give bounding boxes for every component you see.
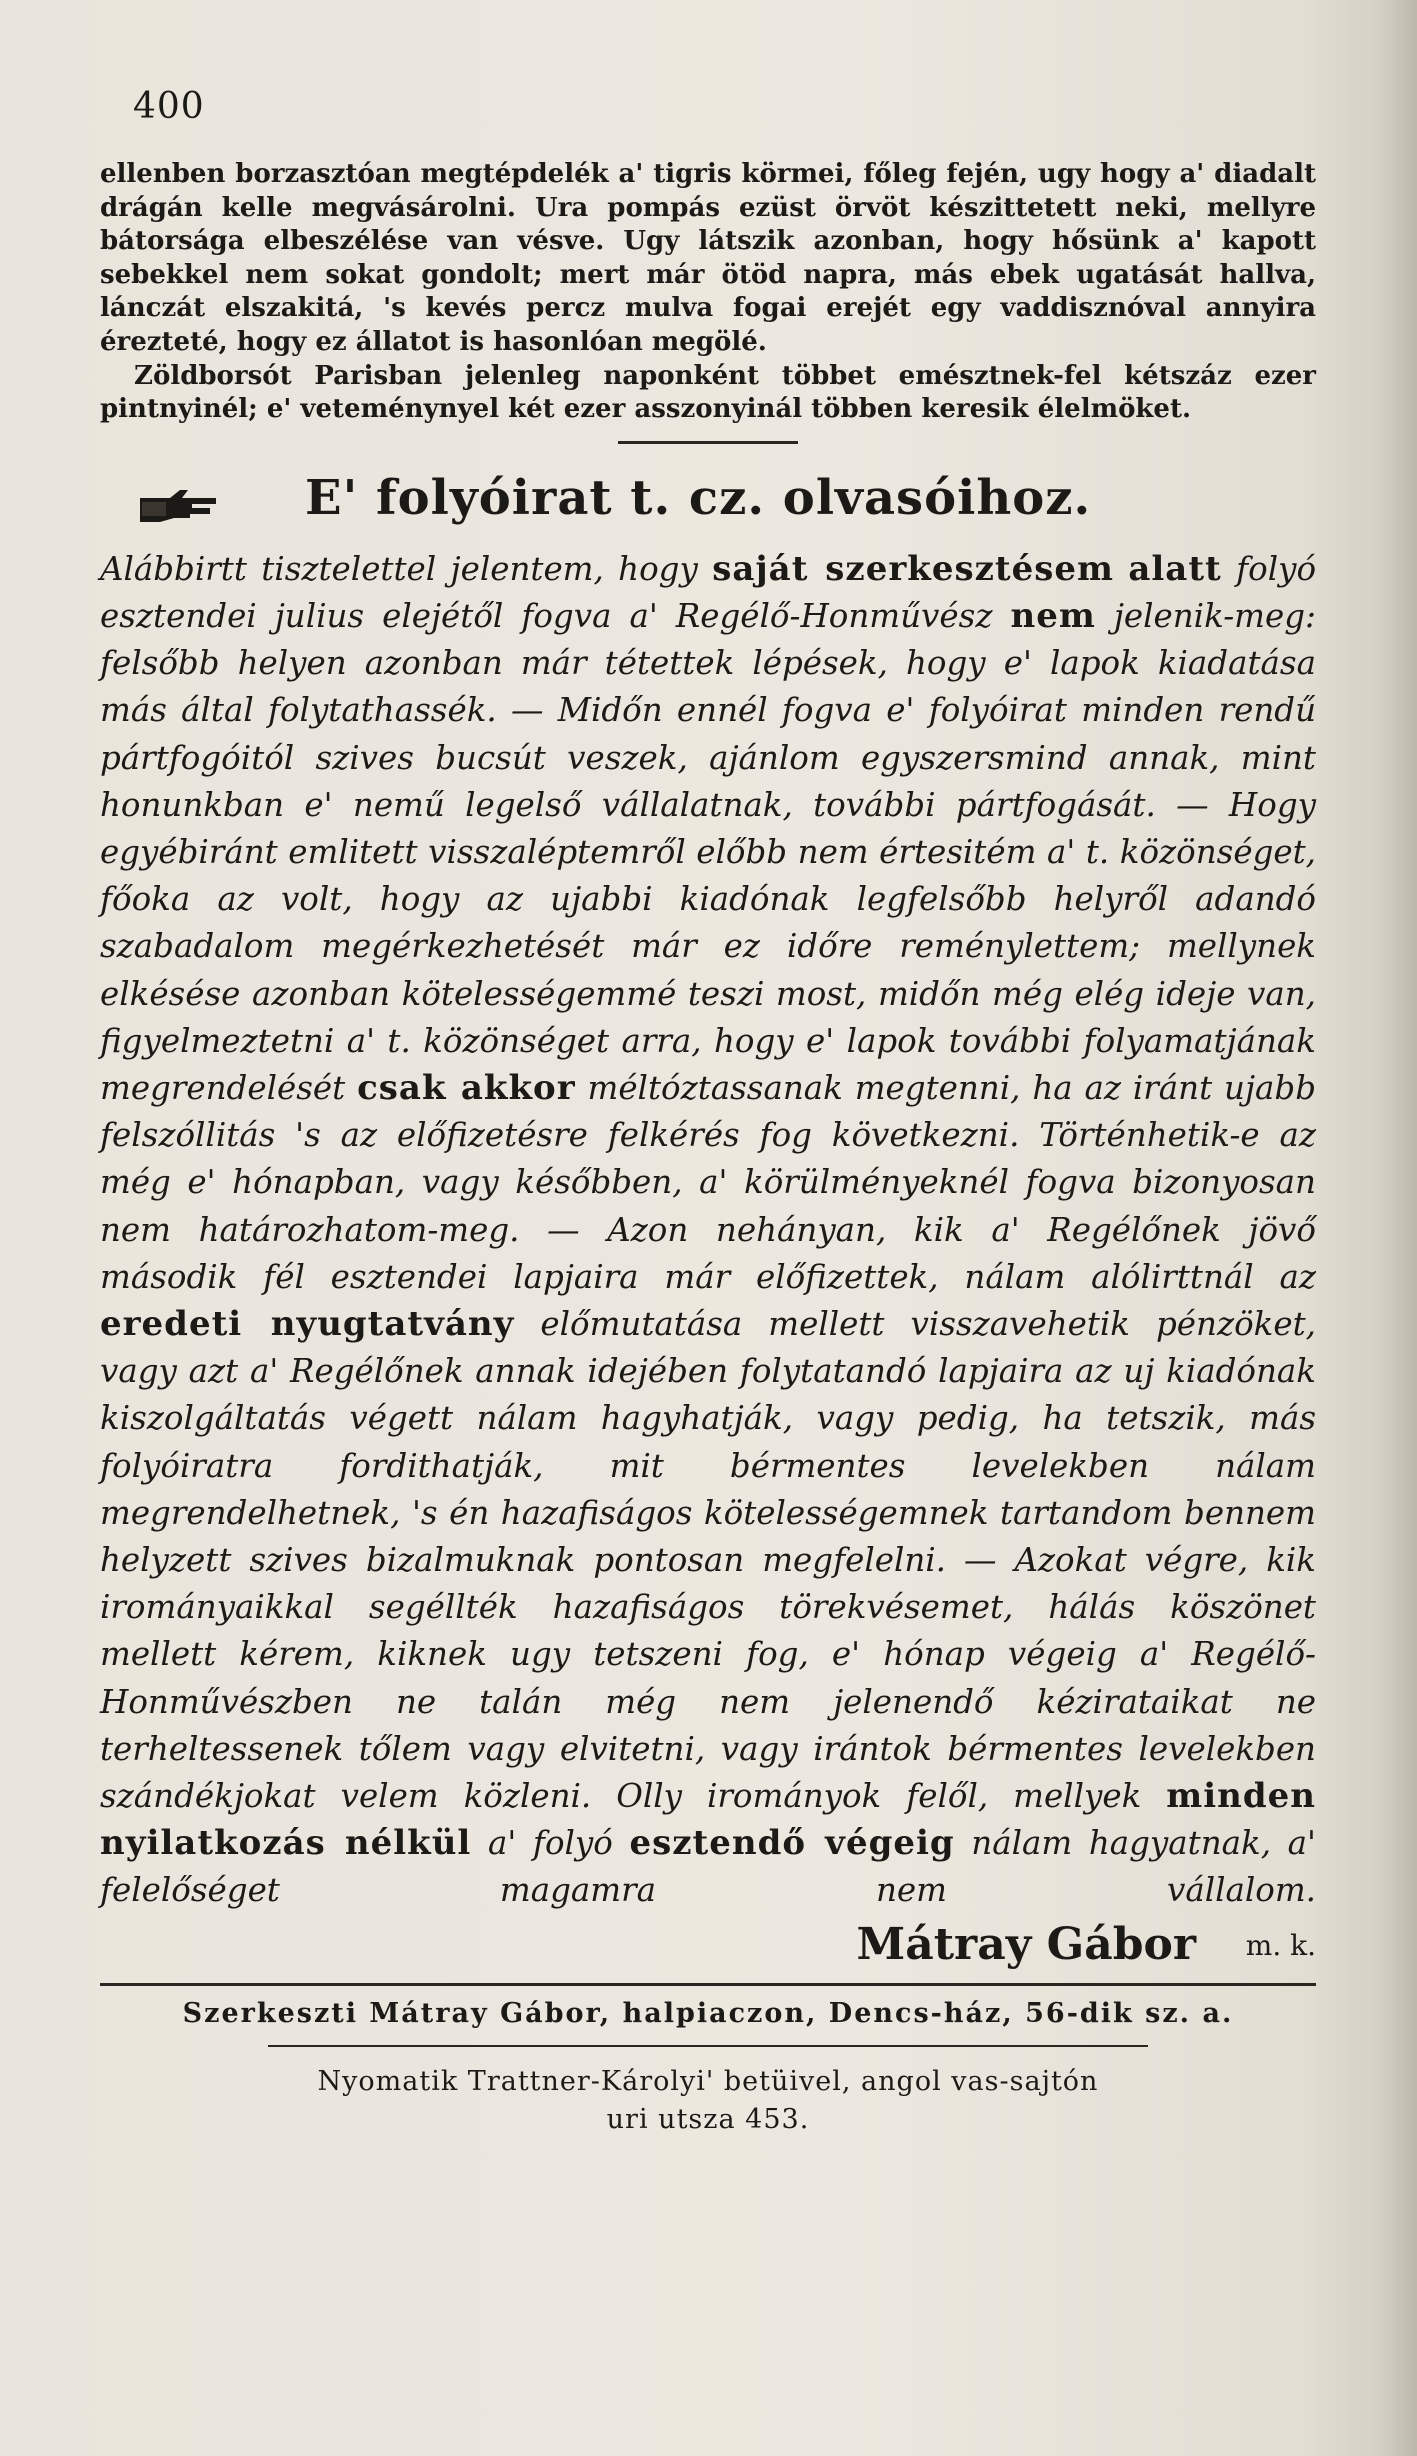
page-number: 400: [133, 86, 205, 127]
notice-heading: [100, 470, 1316, 540]
notice-title: E' folyóirat t. cz. olvasóihoz.: [305, 469, 1092, 526]
notice-bold-text: csak akkor: [357, 1067, 576, 1108]
notice-bold-text: nem: [1010, 595, 1096, 636]
page-gutter-shadow: [1379, 0, 1417, 2456]
notice-text: előmutatása mellett visszavehetik pénzöket, vagy azt a' Regélőnek annak idejében folytatandó lapjaira az uj kiadónak kiszolgáltatás végett nálam hagyhatják, vagy pedig, ha tetszik, más folyóiratra fordithatják, mit bérmentes levelekben nálam megrendelhetnek, 's én hazafiságos kötelességemnek tartandom bennem helyzett szives bizalmuknak pontosan megfelelni. — Azokat végre, kik irományaikkal segéllték hazafiságos törekvésemet, hálás köszönet mellett kérem, kiknek ugy tetszeni fog, e' hónap végeig a' Regélő-Honművészben ne talán még nem jelenendő kézirataikat ne terheltessenek tőlem vagy elvitetni, vagy irántok bérmentes levelekben szándékjokat velem közleni. Olly irományok felől, mellyek: [100, 1305, 1316, 1816]
section-divider: [618, 441, 798, 444]
notice-bold-text: minden nyilatkozás nélkül: [100, 1776, 1316, 1864]
news-paragraph-tiger: ellenben borzasztóan megtépdelék a' tigris körmei, főleg fején, ugy hogy a' diadalt drágán kelle megvásárolni. Ura pompás ezüst örvöt készittetett neki, mellyre bátorsága elbeszélése van vésve. Ugy látszik azonban, hogy hősünk a' kapott sebekkel nem sokat gondolt; mert már ötöd napra, más ebek ugatását hallva, lánczát elszakitá, 's kevés percz mulva fogai erejét egy vaddisznóval annyira érezteté, hogy ez állatot is hasonlóan megölé.: [100, 159, 1316, 357]
notice-paragraph: [100, 546, 1316, 1915]
notice-text: folyó esztendei julius elejétől fogva a' Regélő-Honművész: [100, 549, 1317, 635]
notice-text: e' lapok kiadatása más által folytathassék. — Midőn ennél fogva e': [100, 644, 1316, 730]
notice-text: a' folyó: [487, 1824, 613, 1863]
notice-text: jelenik-meg: felsőbb helyen azonban már tétettek lépések, hogy: [100, 596, 1316, 683]
printer-imprint: [100, 2063, 1316, 2139]
notice-text: folyóirat minden rendű pártfogóitól szives bucsút veszek, ajánlom egyszersmind annak, mint honunkban e' nemű legelső vállalatnak, további pártfogását. — Hogy egyébiránt emlitett visszaléptemről előbb nem értesitém a' t. közönséget, főoka az volt, hogy az ujabbi kiadónak legfelsőbb helyről adandó szabadalom megérkezhetését már ez időre reménylettem; mellynek elkésése azonban kötelességemmé teszi most, midőn még elég ideje van, figyelmeztetni a' t. közönséget arra, hogy e' lapok további folyamatjának megrendelését: [100, 691, 1317, 1107]
notice-bold-text: saját szerkesztésem: [712, 548, 1114, 589]
notice-text: méltóztassanak megtenni, ha az iránt ujabb felszóllitás 's az előfizetésre felkérés fog következni. Történhetik-e az még e' hónapban, vagy későbben, a' körülményeknél fogva bizonyosan nem határozhatom-meg. — Azon nehányan, kik a' Regélőnek jövő második fél esztendei lapjaira már előfizettek, nálam alólirttnál az: [100, 1068, 1317, 1296]
news-paragraph-peas: Zöldborsót Parisban jelenleg naponként többet emésztnek-fel kétszáz ezer pintnyinél; e' veteménynyel két ezer asszonyinál többen keresik élelmöket.: [100, 360, 1316, 425]
printer-address: uri utsza 453.: [606, 2103, 810, 2135]
notice-bold-text: eredeti nyugtatvány: [100, 1304, 515, 1344]
signature-name: Mátray Gábor: [856, 1918, 1196, 1970]
signature: [100, 1919, 1316, 1975]
editor-notice: [100, 546, 1316, 1915]
notice-text: Alábbirtt tisztelettel jelentem, hogy: [100, 549, 698, 588]
notice-text: nálam hagyatnak, a' felelőséget magamra nem vállalom.: [100, 1824, 1316, 1910]
printer-divider: [268, 2045, 1148, 2047]
notice-bold-text: alatt: [1128, 548, 1222, 589]
signature-suffix: m. k.: [1245, 1928, 1316, 1962]
editor-line: Szerkeszti Mátray Gábor, halpiaczon, Dencs-ház, 56-dik sz. a.: [182, 1997, 1234, 2029]
page-body: [100, 158, 1316, 2139]
notice-bold-text: esztendő végeig: [629, 1823, 955, 1864]
printer-line: Nyomatik Trattner-Károlyi' betüivel, angol vas-sajtón: [317, 2065, 1099, 2097]
footer-divider: [100, 1983, 1316, 1986]
pointing-hand-icon: [138, 484, 218, 524]
news-paragraphs: [100, 158, 1316, 427]
